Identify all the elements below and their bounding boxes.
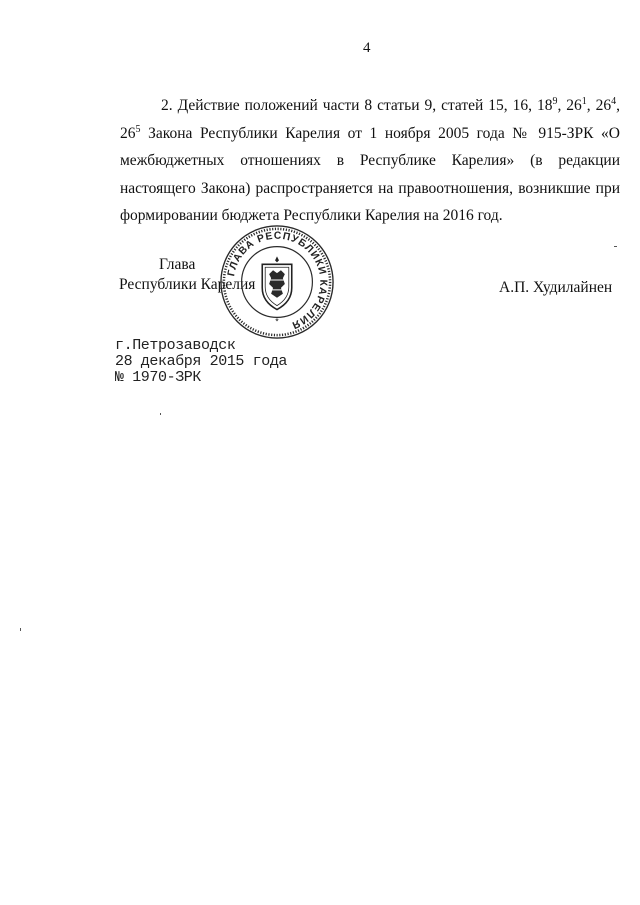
paragraph-text-5: Закона Республики Карелия от 1 ноября 2005 года № 915-ЗРК «О межбюджетных отношениях в Республике Карелия» (в редакции настоящего Закона) распространяется на правоотношения, возникшие при формировании бюджета Республики Карелия на 2016 год. bbox=[120, 124, 620, 224]
superscript-26-4: 4 bbox=[611, 96, 617, 107]
superscript-26-1: 1 bbox=[581, 96, 587, 107]
registration-stamp bbox=[115, 338, 287, 386]
coat-of-arms-icon bbox=[262, 256, 292, 309]
paragraph-text-4: , 26 bbox=[120, 97, 621, 142]
paragraph-text-1: 2. Действие положений части 8 статьи 9, статей 15, 16, 18 bbox=[161, 97, 553, 114]
superscript-18: 9 bbox=[552, 96, 558, 107]
signature-title-line1: Глава bbox=[159, 256, 196, 273]
stamp-city: г.Петрозаводск bbox=[115, 337, 236, 354]
seal-star: * bbox=[275, 316, 279, 327]
seal-text: ГЛАВА РЕСПУБЛИКИ КАРЕЛИЯ bbox=[226, 230, 329, 331]
law-paragraph bbox=[120, 92, 620, 230]
stamp-number: № 1970-ЗРК bbox=[115, 369, 202, 386]
official-seal bbox=[218, 223, 336, 341]
paragraph-text-3: , 26 bbox=[586, 97, 612, 114]
stamp-date: 28 декабря 2015 года bbox=[115, 353, 288, 370]
paragraph-text-2: , 26 bbox=[557, 97, 582, 114]
scan-speck bbox=[160, 413, 161, 415]
signatory-name: А.П. Худилайнен bbox=[499, 279, 613, 296]
superscript-26-5: 5 bbox=[135, 123, 141, 135]
scan-speck bbox=[20, 628, 21, 631]
signature-title-line2: Республики Карелия bbox=[119, 276, 256, 293]
page-number: 4 bbox=[363, 40, 371, 56]
scan-speck bbox=[614, 246, 617, 247]
